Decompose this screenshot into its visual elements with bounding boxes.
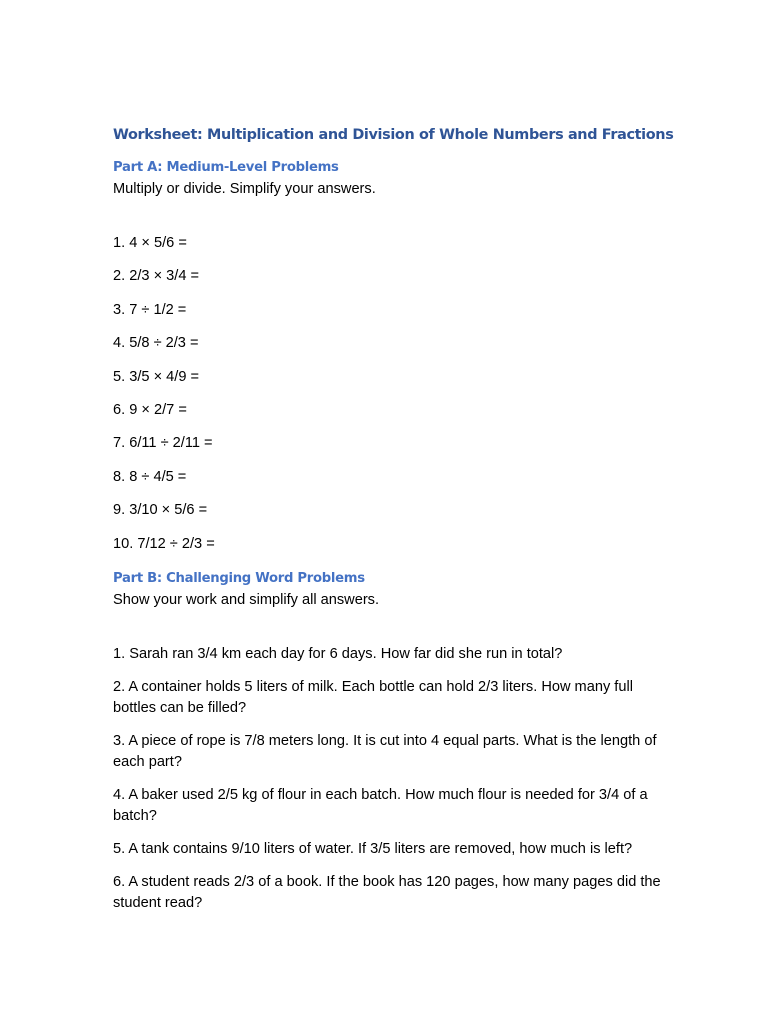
- part-a-heading: Part A: Medium-Level Problems: [113, 160, 339, 175]
- word-problem-item: 2. A container holds 5 liters of milk. Each bottle can hold 2/3 liters. How many full bottles can be filled?: [113, 678, 633, 716]
- problem-item: 1. 4 × 5/6 =: [113, 235, 187, 251]
- word-problem-item: 5. A tank contains 9/10 liters of water. If 3/5 liters are removed, how much is left?: [113, 840, 633, 857]
- word-problem-item: 3. A piece of rope is 7/8 meters long. It is cut into 4 equal parts. What is the length of each part?: [113, 732, 657, 770]
- problem-item: 5. 3/5 × 4/9 =: [113, 368, 200, 385]
- problem-item: 8. 8 ÷ 4/5 =: [113, 468, 187, 485]
- part-b-heading: Part B: Challenging Word Problems: [113, 570, 365, 586]
- problem-item: 6. 9 × 2/7 =: [113, 401, 187, 418]
- part-a-section: [113, 158, 661, 555]
- word-problem-item: 6. A student reads 2/3 of a book. If the book has 120 pages, how many pages did the student read?: [113, 873, 661, 911]
- problem-item: 3. 7 ÷ 1/2 =: [113, 301, 187, 318]
- part-b-section: [113, 569, 661, 914]
- problem-item: 9. 3/10 × 5/6 =: [113, 502, 208, 519]
- part-a-instructions: Multiply or divide. Simplify your answers.: [113, 181, 376, 197]
- word-problem-item: 4. A baker used 2/5 kg of flour in each batch. How much flour is needed for 3/4 of a batch?: [113, 786, 648, 824]
- problem-item: 4. 5/8 ÷ 2/3 =: [113, 335, 199, 352]
- problem-item: 10. 7/12 ÷ 2/3 =: [113, 535, 215, 552]
- problem-item: 7. 6/11 ÷ 2/11 =: [113, 435, 213, 452]
- page-title: Worksheet: Multiplication and Division of Whole Numbers and Fractions: [113, 127, 674, 143]
- worksheet-page: [113, 124, 674, 926]
- part-b-problem-list: [113, 644, 661, 914]
- problem-item: 2. 2/3 × 3/4 =: [113, 268, 200, 285]
- word-problem-item: 1. Sarah ran 3/4 km each day for 6 days. How far did she run in total?: [113, 645, 563, 662]
- part-a-problem-list: [113, 233, 661, 555]
- part-b-instructions: Show your work and simplify all answers.: [113, 591, 380, 608]
